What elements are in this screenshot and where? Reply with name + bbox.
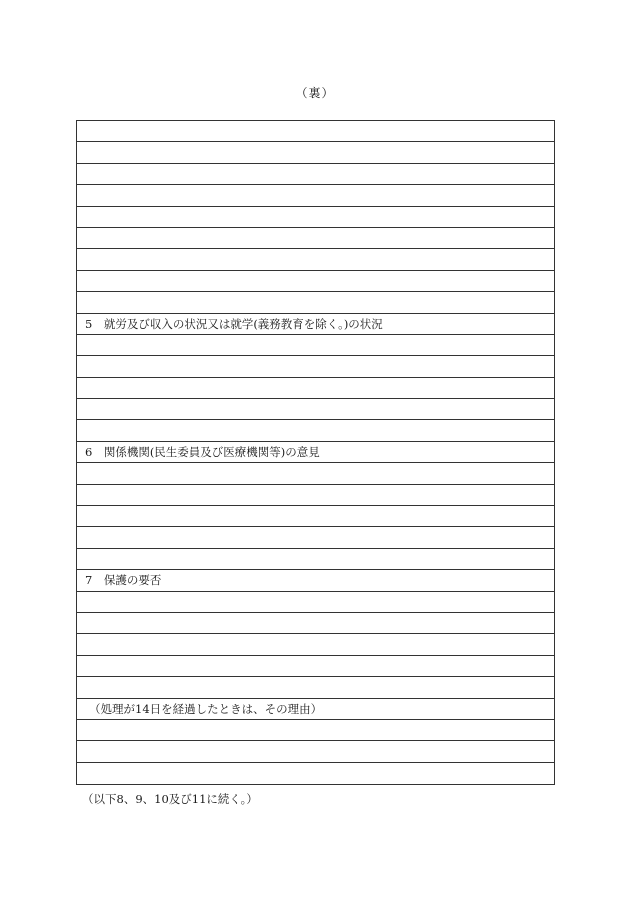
blank-line-row[interactable]	[77, 763, 554, 784]
blank-line-row[interactable]	[77, 356, 554, 377]
blank-line-row[interactable]	[77, 656, 554, 677]
blank-line-row[interactable]	[77, 399, 554, 420]
blank-line-row[interactable]	[77, 527, 554, 548]
blank-line-row[interactable]	[77, 420, 554, 441]
blank-line-row[interactable]	[77, 485, 554, 506]
blank-line-row[interactable]	[77, 207, 554, 228]
blank-line-row[interactable]	[77, 378, 554, 399]
blank-line-row[interactable]	[77, 592, 554, 613]
blank-line-row[interactable]	[77, 121, 554, 142]
section-label-row: 7 保護の要否	[77, 570, 554, 591]
blank-line-row[interactable]	[77, 506, 554, 527]
section-label-row: （処理が14日を経過したときは、その理由）	[77, 699, 554, 720]
blank-line-row[interactable]	[77, 335, 554, 356]
blank-line-row[interactable]	[77, 741, 554, 762]
section-label-row: 6 関係機関(民生委員及び医療機関等)の意見	[77, 442, 554, 463]
page-heading: （裏）	[295, 86, 335, 100]
blank-line-row[interactable]	[77, 142, 554, 163]
blank-line-row[interactable]	[77, 634, 554, 655]
blank-line-row[interactable]	[77, 271, 554, 292]
blank-line-row[interactable]	[77, 613, 554, 634]
blank-line-row[interactable]	[77, 228, 554, 249]
blank-line-row[interactable]	[77, 292, 554, 313]
blank-line-row[interactable]	[77, 164, 554, 185]
section-label-row: 5 就労及び収入の状況又は就学(義務教育を除く。)の状況	[77, 314, 554, 335]
continuation-note: （以下8、9、10及び11に続く。）	[82, 792, 258, 806]
blank-line-row[interactable]	[77, 185, 554, 206]
blank-line-row[interactable]	[77, 463, 554, 484]
blank-line-row[interactable]	[77, 249, 554, 270]
form-table	[76, 120, 555, 785]
blank-line-row[interactable]	[77, 720, 554, 741]
blank-line-row[interactable]	[77, 549, 554, 570]
blank-line-row[interactable]	[77, 677, 554, 698]
